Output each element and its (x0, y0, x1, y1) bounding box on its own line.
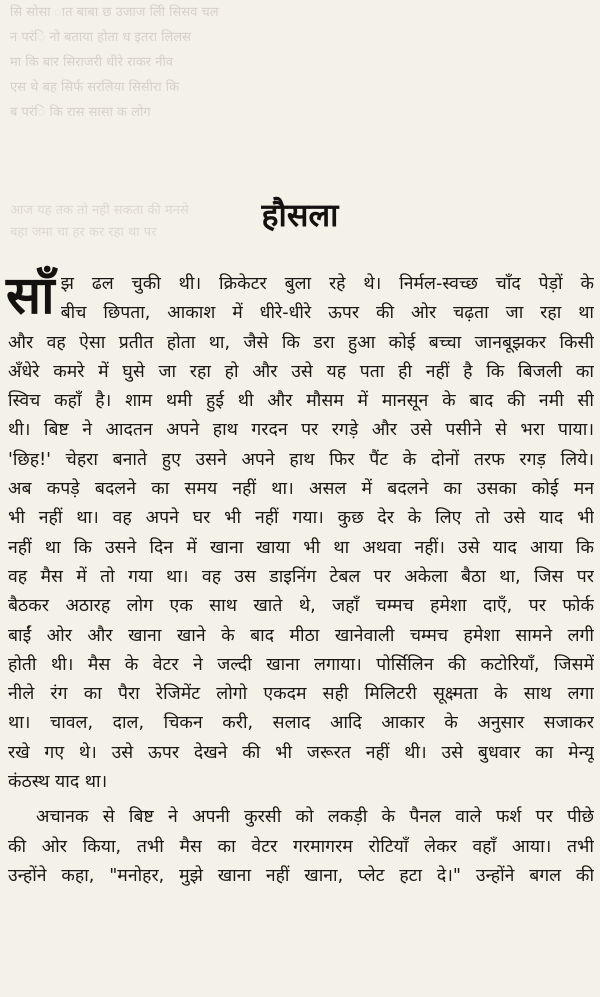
chapter-body (6, 266, 594, 891)
text-line: थी। बिष्ट ने आदतन अपने हाथ गरदन पर रगड़े और उसे पसीने से भरा पाया। (8, 420, 594, 441)
bleed-through-text (10, 0, 590, 175)
text-line: नहीं था कि उसने दिन में खाना खाया भी था अथवा नहीं। उसे याद आया कि (8, 537, 594, 558)
text-line: नीले रंग का पैरा रेजिमेंट लोगो एकदम सही मिलिटरी सूक्ष्मता के साथ लगा (8, 684, 594, 705)
text-line: 'छिह!' चेहरा बनाते हुए उसने अपने हाथ फिर पैंट के दोनों तरफ रगड़ लिये। (8, 449, 594, 470)
text-line: भी नहीं था। वह अपने घर भी नहीं गया। कुछ देर के लिए तो उसे याद भी (8, 508, 594, 529)
text-line: था। चावल, दाल, चिकन करी, सलाद आदि आकार के अनुसार सजाकर (8, 713, 594, 734)
text-line: बैठकर अठारह लोग एक साथ खाते थे, जहाँ चम्मच हमेशा दाएँ, पर फोर्क (8, 596, 594, 617)
text-line: स्विच कहाँ है। शाम थमी हुई थी और मौसम में मानसून के बाद की नमी सी (8, 391, 594, 412)
bleed-line: सि सोसा ात बाबा छ उजाज लीि सिसव चल (10, 5, 219, 20)
drop-cap: साँ (6, 266, 55, 326)
chapter-title: हौसला (261, 196, 339, 234)
bleed-line: एस थे बह सिर्फ सरलिया सिसीरा कि (10, 80, 180, 95)
text-line: होती थी। मैस के वेटर ने जल्दी खाना लगाया। पोर्सिलिन की कटोरियाँ, जिसमें (8, 654, 594, 675)
text-line: कंठस्थ याद था। (8, 772, 108, 793)
text-line: वह मैस में तो गया था। वह उस डाइनिंग टेबल पर अकेला बैठा था, जिस पर (8, 566, 594, 587)
text-line: अँधेरे कमरे में घुसे जा रहा हो और उसे यह पता ही नहीं है कि बिजली का (8, 361, 594, 382)
bleed-line: ब परंि कि रास सासा क लोग (10, 105, 151, 120)
text-line: बीच छिपता, आकाश में धीरे-धीरे ऊपर की ओर चढ़ता जा रहा था (60, 303, 594, 324)
text-line: और वह ऐसा प्रतीत होता था, जैसे कि डरा हुआ कोई बच्चा जानबूझकर किसी (8, 332, 594, 353)
bleed-line: बहा जमा चा हर कर रहा था पर (10, 225, 157, 240)
bleed-line: मा कि बार सिराजरी धीरे राकर नीव (10, 55, 174, 70)
text-line: अचानक से बिष्ट ने अपनी कुरसी को लकड़ी के पैनल वाले फर्श पर पीछे (36, 807, 594, 828)
bleed-line: आज यह तक तो नही सकता की मनसे (10, 203, 189, 218)
text-line: रखे गए थे। उसे ऊपर देखने की भी जरूरत नहीं थी। उसे बुधवार का मेन्यू (8, 742, 594, 763)
text-line: झ ढल चुकी थी। क्रिकेटर बुला रहे थे। निर्मल-स्वच्छ चाँद पेड़ों के (60, 274, 594, 294)
text-line: उन्होंने कहा, "मनोहर, मुझे खाना नहीं खाना, प्लेट हटा दे।" उन्होंने बगल की (8, 865, 594, 886)
text-line: अब कपड़े बदलने का समय नहीं था। असल में बदलने का उसका कोई मन (8, 479, 594, 500)
bleed-line: न परंि नो बताया होता ध इतरा लिलस (10, 30, 191, 45)
text-line: बाईं ओर और खाना खाने के बाद मीठा खानेवाली चम्मच हमेशा सामने लगी (8, 625, 594, 646)
text-line: की ओर किया, तभी मैस का वेटर गरमागरम रोटियाँ लेकर वहाँ आया। तभी (8, 836, 594, 857)
